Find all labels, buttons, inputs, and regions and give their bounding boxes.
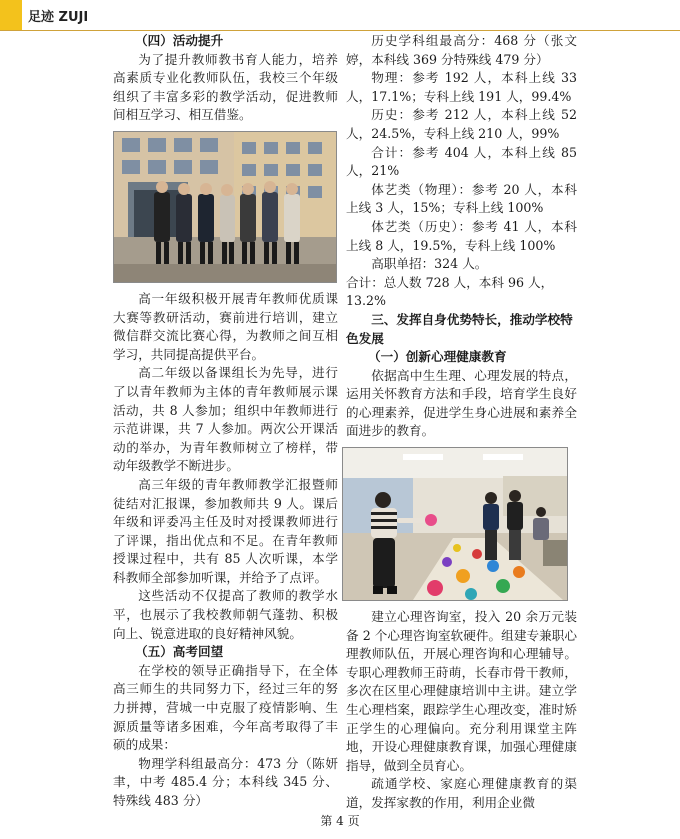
paragraph: 为了提升教师教书育人能力，培养高素质专业化教师队伍，我校三个年级组织了丰富多彩的教学活动，促进教师间相互学习、相互借鉴。 <box>113 51 338 123</box>
teachers-group-photo <box>113 131 337 283</box>
paragraph: 疏通学校、家庭心理健康教育的渠道，发挥家教的作用，利用企业微 <box>346 776 577 810</box>
arts-history-results: 体艺类（历史）：参考 41 人，本科上线 8 人，19.5%，专科上线 100% <box>346 218 577 253</box>
section4-heading: （四）活动提升 <box>135 33 224 48</box>
page-number: 第 4 页 <box>320 814 360 828</box>
main-section-heading: 三、发挥自身优势特长，推动学校特色发展 <box>346 311 573 346</box>
subsection-heading: （一）创新心理健康教育 <box>368 349 507 365</box>
paragraph: 物理学科组最高分：473 分（陈妍聿，中考 485.4 分；本科线 345 分、特殊线 483 分） <box>113 755 338 808</box>
section5-heading: （五）高考回望 <box>135 644 224 660</box>
vocational-results: 高职单招：324 人。 <box>371 256 488 272</box>
psychology-activity-photo-illustration <box>343 448 567 600</box>
header-accent-bar <box>0 0 22 30</box>
psychology-activity-photo <box>342 447 568 601</box>
paragraph: 建立心理咨询室，投入 20 余万元装备 2 个心理咨询室软硬件。组建专兼职心理教师队伍，开展心理咨询和心理辅导。专职心理教师王莳萌，长春市骨干教师，多次在区里心理健康培训中主讲。建立学生心理档案，跟踪学生心理改变，准时矫正学生的心理偏向。充分利用课堂主阵地，开设心理健康教育课，加强心理健康指导，做到全员育心。 <box>346 609 577 773</box>
paragraph: 在学校的领导正确指导下，在全体高三师生的共同努力下，经过三年的努力拼搏，营城一中克服了疫情影响、生源质量等诸多困难，今年高考取得了丰硕的成果： <box>113 662 338 753</box>
paragraph: 依据高中生生理、心理发展的特点，运用关怀教育方法和手段，培育学生良好的心理素养，促进学生身心进展和素养全面进步的教育。 <box>346 367 577 439</box>
left-column <box>113 32 338 811</box>
combined-results: 合计：参考 404 人，本科上线 85 人，21% <box>346 144 577 179</box>
teachers-group-photo-illustration <box>114 132 336 282</box>
page-header <box>0 0 680 31</box>
arts-physics-results: 体艺类（物理）：参考 20 人，本科上线 3 人，15%；专科上线 100% <box>346 181 577 216</box>
paragraph: 高二年级以备课组长为先导，进行了以青年教师为主体的青年教师展示课活动，共 8 人参加；组织中年教师进行示范讲课，共 7 人参加。两次公开课活动的举办，为青年教师树立了榜样，带动年级教学不断进步。 <box>113 365 338 474</box>
magazine-brand: 足迹 ZUJI <box>28 10 89 25</box>
paragraph: 高三年级的青年教师教学汇报暨师徒结对汇报课，参加教师共 9 人。课后年级和评委冯主任及时对授课教师进行了评课，指出优点和不足。在青年教师授课过程中，共有 85 人次听课，本学科教师全部参加听课，并给予了点评。 <box>113 476 338 585</box>
history-top-score: 历史学科组最高分：468 分（张文婷，本科线 369 分特殊线 479 分） <box>346 33 577 67</box>
right-column <box>346 32 577 813</box>
physics-results: 物理：参考 192 人，本科上线 33 人，17.1%；专科上线 191 人，99.4% <box>346 70 577 104</box>
history-results: 历史：参考 212 人，本科上线 52 人，24.5%，专科上线 210 人，99% <box>346 107 577 141</box>
grand-total-results: 合计：总人数 728 人，本科 96 人，13.2% <box>346 274 554 309</box>
paragraph: 这些活动不仅提高了教师的教学水平，也展示了我校教师朝气蓬勃、积极向上、锐意进取的良好精神风貌。 <box>113 588 338 641</box>
paragraph: 高一年级积极开展青年教师优质课大赛等教研活动，赛前进行培训，建立微信群交流比赛心得，为教师之间互相学习，共同提高提供平台。 <box>113 290 338 362</box>
